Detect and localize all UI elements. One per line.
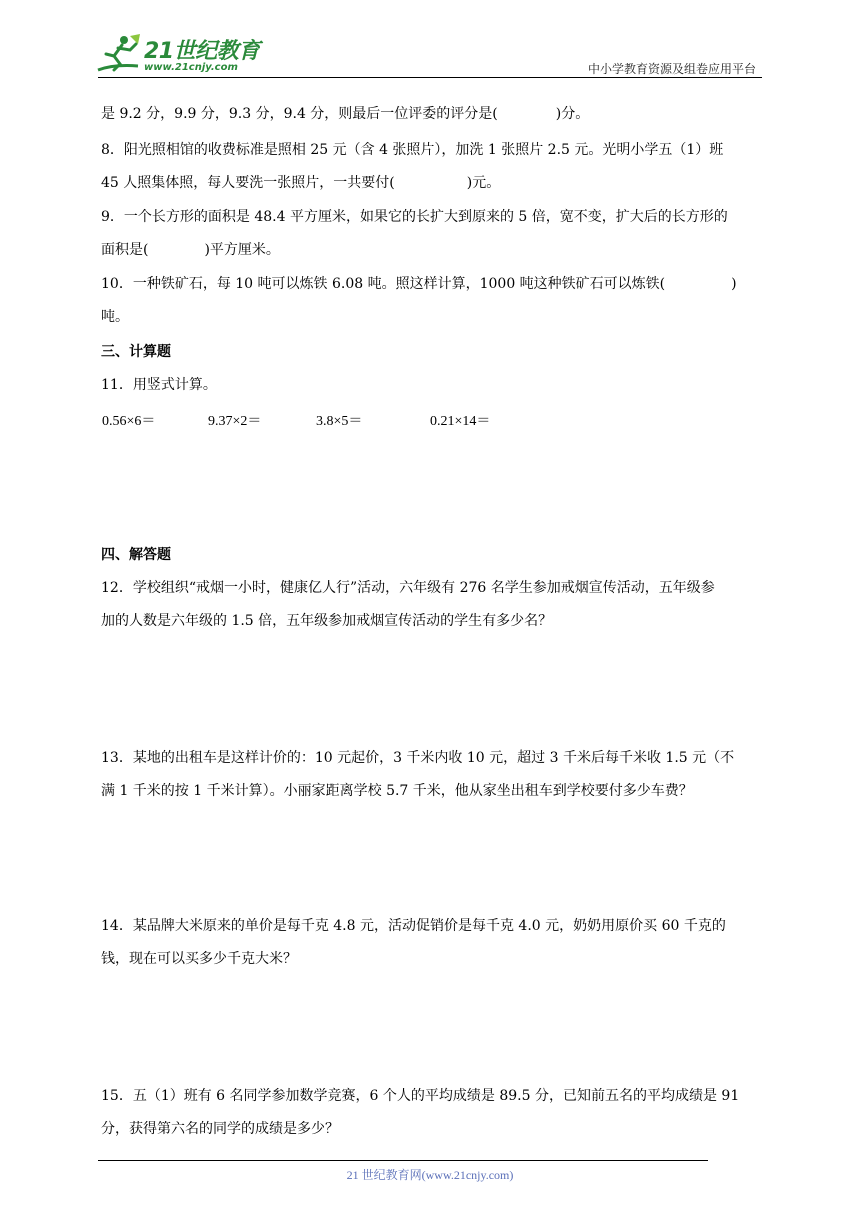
q7-text-end: )分。 [555,106,590,122]
q8-text: 45 人照集体照，每人要洗一张照片，一共要付( [101,175,395,191]
question-11-prompt: 11．用竖式计算。 [101,377,217,393]
question-8-line-2 [101,173,500,193]
platform-tagline: 中小学教育资源及组卷应用平台 [587,62,756,76]
footer-link[interactable]: 21 世纪教育网(www.21cnjy.com) [346,1168,514,1182]
q10-text: 10．一种铁矿石，每 10 吨可以炼铁 6.08 吨。照这样计算，1000 吨这种铁矿石可以炼铁( [101,276,666,292]
calc-item-2: 9.37×2＝ [208,414,262,429]
q10-text-end: ) [731,276,737,292]
q8-text-end: )元。 [466,175,501,191]
question-15-line-1: 15．五（1）班有 6 名同学参加数学竞赛，6 个人的平均成绩是 89.5 分，已知前五名的平均成绩是 91 [101,1088,740,1104]
logo-url: www.21cnjy.com [144,62,238,73]
runner-logo-icon [94,34,144,78]
question-10-line-1 [101,274,737,294]
calc-item-4: 0.21×14＝ [430,414,491,429]
question-12-line-2: 加的人数是六年级的 1.5 倍，五年级参加戒烟宣传活动的学生有多少名？ [101,613,553,629]
calc-item-1: 0.56×6＝ [102,414,156,429]
q9-text: 面积是( [101,242,149,258]
question-9-line-1: 9．一个长方形的面积是 48.4 平方厘米，如果它的长扩大到原来的 5 倍，宽不变，扩大后的长方形的 [101,209,728,225]
section-answer-title: 四、解答题 [101,547,171,563]
header-divider [98,77,762,78]
footer-divider [98,1160,708,1161]
q7-text: 是 9.2 分，9.9 分，9.3 分，9.4 分，则最后一位评委的评分是( [101,106,498,122]
q9-text-end: )平方厘米。 [204,242,280,258]
question-7-tail [101,104,589,124]
question-13-line-1: 13．某地的出租车是这样计价的：10 元起价，3 千米内收 10 元，超过 3 千米后每千米收 1.5 元（不 [101,750,735,766]
question-12-line-1: 12．学校组织“戒烟一小时，健康亿人行”活动，六年级有 276 名学生参加戒烟宣传活动，五年级参 [101,580,715,596]
question-13-line-2: 满 1 千米的按 1 千米计算）。小丽家距离学校 5.7 千米，他从家坐出租车到学校要付多少车费？ [101,783,693,799]
section-calculation-title: 三、计算题 [101,344,171,360]
site-logo [94,34,264,78]
question-9-line-2 [101,240,280,260]
logo-title: 21世纪教育 [144,39,260,64]
page-header [0,0,860,82]
calc-item-3: 3.8×5＝ [316,414,363,429]
question-8-line-1: 8．阳光照相馆的收费标准是照相 25 元（含 4 张照片），加洗 1 张照片 2.5 元。光明小学五（1）班 [101,142,724,158]
question-14-line-2: 钱，现在可以买多少千克大米？ [101,951,297,967]
question-15-line-2: 分，获得第六名的同学的成绩是多少？ [101,1121,339,1137]
question-10-line-2: 吨。 [101,309,129,325]
question-14-line-1: 14．某品牌大米原来的单价是每千克 4.8 元，活动促销价是每千克 4.0 元，奶奶用原价买 60 千克的 [101,918,726,934]
